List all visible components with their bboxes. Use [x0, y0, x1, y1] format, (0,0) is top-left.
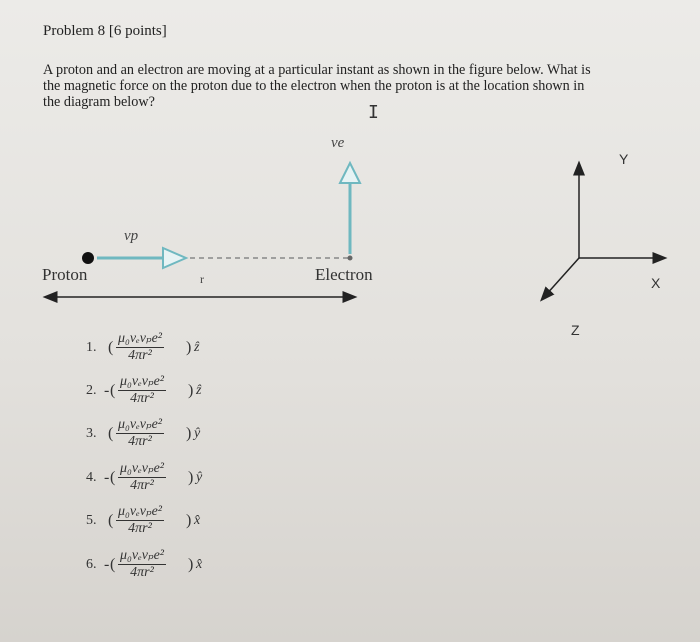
x-axis-label: X	[651, 275, 661, 291]
option-fraction	[118, 460, 166, 494]
option-number: 5.	[86, 513, 97, 528]
electron-label: Electron	[315, 265, 373, 284]
close-paren: )	[186, 512, 192, 529]
option-sign: -	[104, 382, 110, 399]
text-cursor-icon: I	[368, 102, 379, 123]
option-denominator: 4πr²	[116, 347, 164, 364]
option-number: 4.	[86, 470, 97, 485]
close-paren: )	[188, 556, 194, 573]
option-numerator: μ₀vₑvₚe²	[120, 374, 165, 389]
z-axis-label: Z	[571, 322, 580, 338]
option-unit-vector: ŷ	[194, 426, 201, 441]
coordinate-axes	[545, 168, 660, 296]
option-fraction	[116, 503, 164, 537]
option-number: 6.	[86, 557, 97, 572]
option-denominator: 4πr²	[118, 564, 166, 581]
problem-question: A proton and an electron are moving at a particular instant as shown in the figure below. What is the magnetic force on the proton due to the electron when the proton is at the location shown in the diagram below?	[43, 62, 591, 110]
option-numerator: μ₀vₑvₚe²	[118, 331, 163, 346]
problem-title: Problem 8 [6 points]	[43, 23, 167, 39]
close-paren: )	[188, 382, 194, 399]
open-paren: (	[108, 512, 114, 529]
proton-label: Proton	[42, 265, 88, 284]
close-paren: )	[188, 469, 194, 486]
close-paren: )	[186, 425, 192, 442]
option-denominator: 4πr²	[116, 433, 164, 450]
option-number: 2.	[86, 383, 97, 398]
option-number: 3.	[86, 426, 97, 441]
option-denominator: 4πr²	[116, 520, 164, 537]
proton-dot	[82, 252, 94, 264]
option-unit-vector: ẑ	[194, 340, 200, 355]
option-denominator: 4πr²	[118, 390, 166, 407]
option-numerator: μ₀vₑvₚe²	[118, 504, 163, 519]
electron-velocity-arrow	[340, 163, 360, 254]
option-sign: -	[104, 469, 110, 486]
option-fraction	[118, 547, 166, 581]
option-number: 1.	[86, 340, 97, 355]
option-denominator: 4πr²	[118, 477, 166, 494]
proton-velocity-arrow	[97, 248, 186, 268]
open-paren: (	[110, 469, 116, 486]
option-unit-vector: x̂	[194, 513, 201, 528]
option-fraction	[116, 416, 164, 450]
open-paren: (	[110, 382, 116, 399]
open-paren: (	[108, 339, 114, 356]
option-unit-vector: ŷ	[196, 470, 203, 485]
option-fraction	[116, 330, 164, 364]
open-paren: (	[108, 425, 114, 442]
close-paren: )	[186, 339, 192, 356]
y-axis-label: Y	[619, 151, 629, 167]
option-fraction	[118, 373, 166, 407]
option-sign: -	[104, 556, 110, 573]
option-unit-vector: x̂	[196, 557, 203, 572]
option-numerator: μ₀vₑvₚe²	[120, 548, 165, 563]
separation-label: r	[200, 272, 204, 286]
electron-dot	[348, 256, 353, 261]
open-paren: (	[110, 556, 116, 573]
option-numerator: μ₀vₑvₚe²	[118, 417, 163, 432]
option-numerator: μ₀vₑvₚe²	[120, 461, 165, 476]
option-unit-vector: ẑ	[196, 383, 202, 398]
electron-velocity-label: ve	[331, 135, 345, 151]
proton-velocity-label: vp	[124, 228, 139, 244]
